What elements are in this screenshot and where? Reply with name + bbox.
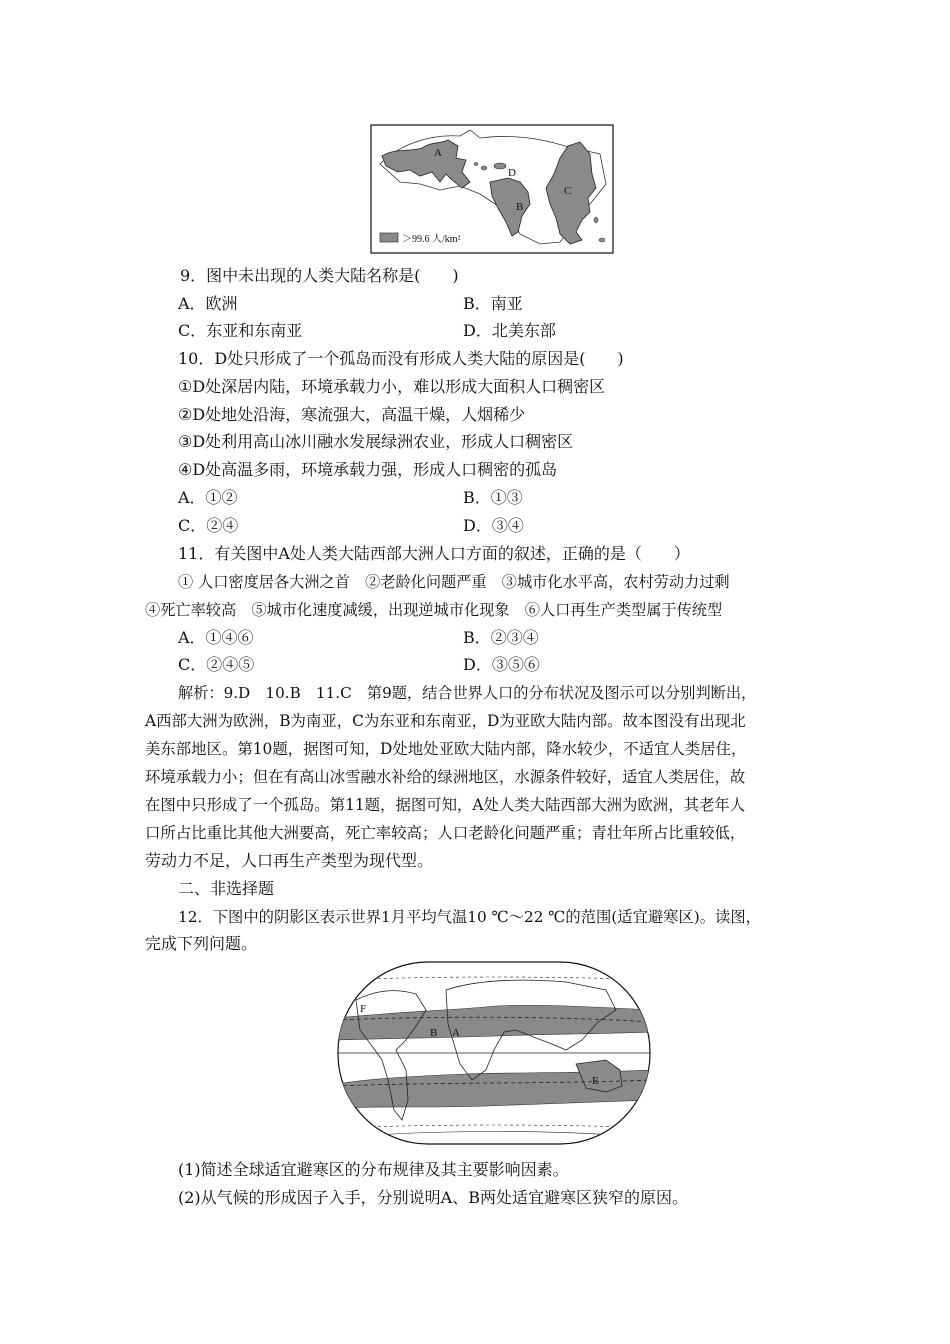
analysis-line-1: 解析：9.D 10.B 11.C 第9题，结合世界人口的分布状况及图示可以分别判断出， [178, 684, 757, 702]
population-density-map [370, 124, 614, 254]
q10-statement-3: ③D处利用高山冰川融水发展绿洲农业，形成人口稠密区 [178, 432, 574, 451]
q12-sub1: (1)简述全球适宜避寒区的分布规律及其主要影响因素。 [178, 1160, 569, 1179]
q10-option-c: C．②④ [178, 516, 239, 535]
q9-stem: 9．图中未出现的人类大陆名称是( ) [180, 266, 459, 285]
map2-label-a: A [452, 1027, 460, 1039]
q10-option-b: B．①③ [463, 488, 523, 507]
q11-option-a: A．①④⑥ [178, 628, 254, 647]
q9-option-d: D．北美东部 [463, 321, 556, 340]
q10-statement-1: ①D处深居内陆，环境承载力小，难以形成大面积人口稠密区 [178, 377, 606, 396]
analysis-line-4: 环境承载力小；但在有高山冰雪融水补给的绿洲地区，水源条件较好，适宜人类居住，故 [145, 768, 746, 786]
map2-label-b: B [430, 1027, 438, 1039]
world-climate-map [336, 960, 652, 1146]
q12-sub2: (2)从气候的形成因子入手，分别说明A、B两处适宜避寒区狭窄的原因。 [178, 1188, 688, 1207]
q12-stem-line2: 完成下列问题。 [145, 934, 258, 953]
world-map-svg [336, 960, 652, 1146]
analysis-line-3: 美东部地区。第10题，据图可知，D处地处亚欧大陆内部，降水较少，不适宜人类居住， [145, 740, 747, 758]
q11-option-b: B．②③④ [463, 628, 539, 647]
q11-option-c: C．②④⑤ [178, 655, 255, 674]
q11-statements-line2: ④死亡率较高 ⑤城市化速度减缓，出现逆城市化现象 ⑥人口再生产类型属于传统型 [145, 601, 723, 619]
legend-text: ＞99.6 人/km² [402, 234, 461, 245]
q9-option-c: C．东亚和东南亚 [178, 321, 303, 340]
analysis-line-6: 口所占比重比其他大洲要高，死亡率较高；人口老龄化问题严重；青壮年所占比重较低， [145, 824, 746, 842]
map1-label-d: D [508, 167, 516, 179]
map1-label-a: A [434, 147, 442, 159]
map2-label-f: F [360, 1003, 367, 1015]
q10-statement-2: ②D处地处沿海，寒流强大，高温干燥，人烟稀少 [178, 405, 526, 424]
analysis-line-2: A西部大洲为欧洲，B为南亚，C为东亚和东南亚，D为亚欧大陆内部。故本图没有出现北 [145, 712, 746, 730]
q9-option-b: B．南亚 [463, 294, 523, 313]
analysis-line-7: 劳动力不足，人口再生产类型为现代型。 [145, 851, 434, 870]
q11-stem: 11．有关图中A处人类大陆西部大洲人口方面的叙述，正确的是（ ） [178, 544, 690, 563]
q9-option-a: A．欧洲 [178, 294, 238, 313]
q10-option-d: D．③④ [463, 516, 524, 535]
region-d-shape [494, 163, 506, 169]
analysis-line-5: 在图中只形成了一个孤岛。第11题，据图可知，A处人类大陆西部大洲为欧洲，其老年人 [145, 796, 746, 814]
population-map-svg [370, 124, 614, 254]
map1-label-b: B [516, 201, 524, 213]
q11-statements-line1: ① 人口密度居各大洲之首 ②老龄化问题严重 ③城市化水平高，农村劳动力过剩 [178, 573, 730, 591]
map2-label-e: E [592, 1075, 599, 1087]
q12-stem-line1: 12．下图中的阴影区表示世界1月平均气温10 ℃～22 ℃的范围(适宜避寒区)。读图， [178, 908, 761, 926]
map1-label-c: C [564, 185, 572, 197]
legend-swatch [380, 233, 398, 242]
q11-option-d: D．③⑤⑥ [463, 655, 540, 674]
q10-stem: 10．D处只形成了一个孤岛而没有形成人类大陆的原因是( ) [178, 349, 624, 368]
q10-option-a: A．①② [178, 488, 238, 507]
section-title: 二、非选择题 [178, 879, 275, 898]
q10-statement-4: ④D处高温多雨，环境承载力强，形成人口稠密的孤岛 [178, 460, 558, 479]
